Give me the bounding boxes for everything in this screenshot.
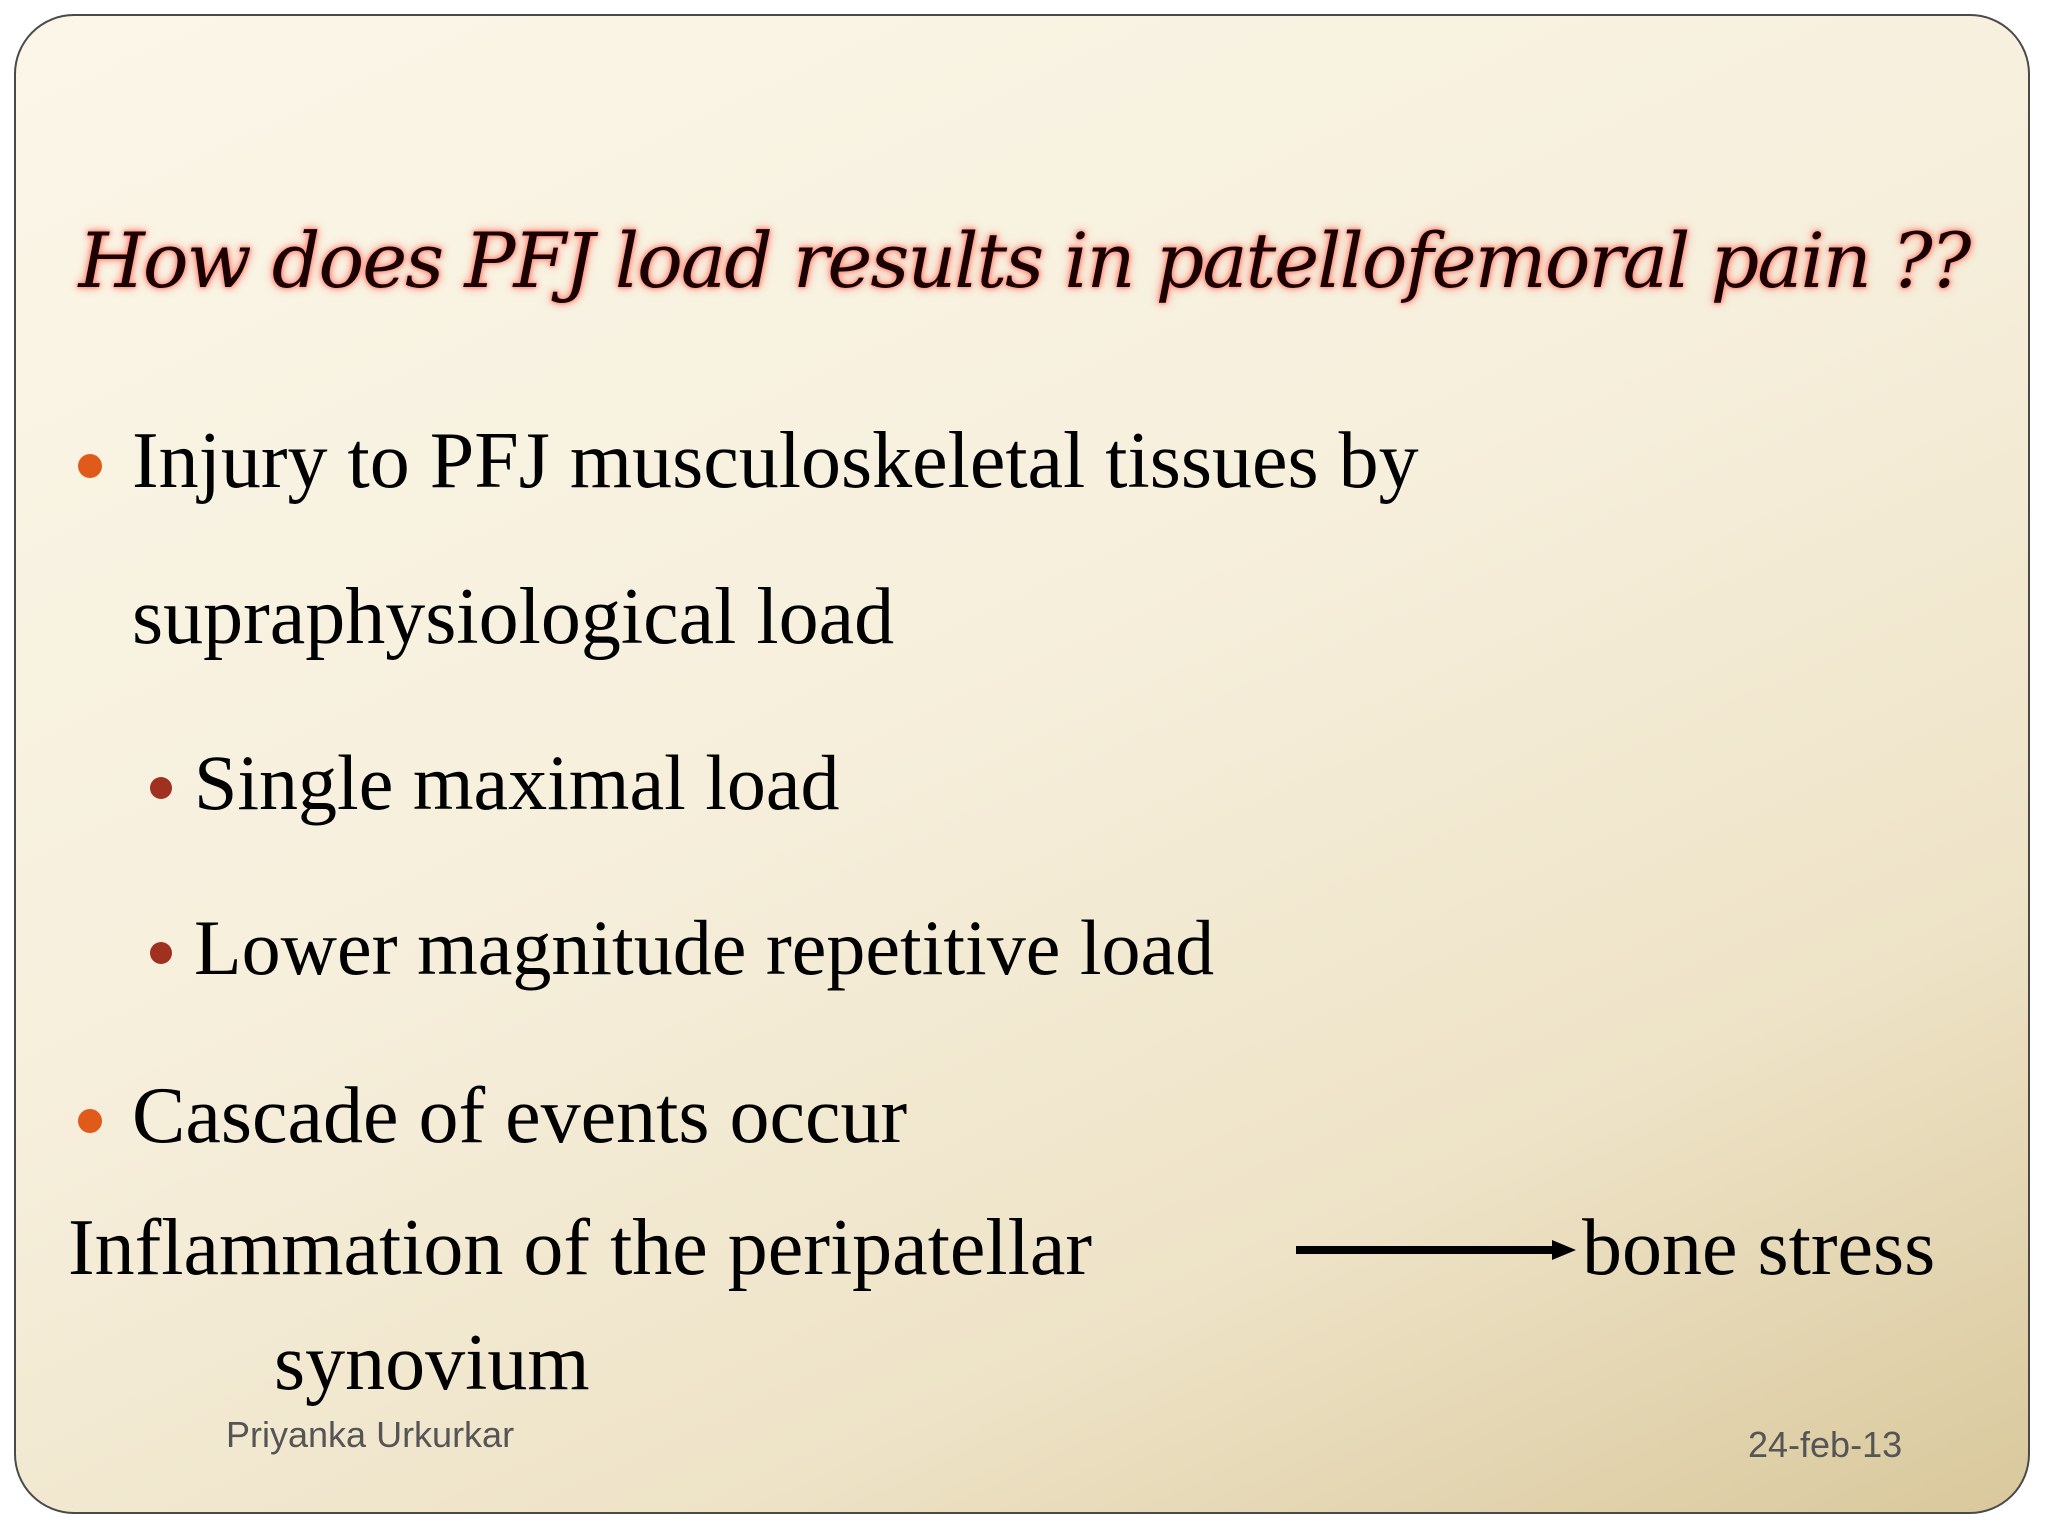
sub-bullet-dot (150, 942, 172, 964)
slide-title: How does PFJ load results in patellofemoral pain ?? (78, 216, 1970, 305)
cascade-left-line-1: Inflammation of the peripatellar (68, 1204, 1093, 1292)
cascade-left-line-2: synovium (274, 1319, 590, 1407)
bullet-1-line-2: supraphysiological load (132, 573, 895, 661)
sub-bullet-dot (150, 777, 172, 799)
bullet-1-line-1: Injury to PFJ musculoskeletal tissues by (132, 417, 1419, 505)
bullet-dot (78, 454, 102, 478)
cascade-right: bone stress (1582, 1204, 1936, 1292)
slide (14, 14, 2030, 1514)
footer-author: Priyanka Urkurkar (226, 1414, 515, 1455)
bullet-2-line-1: Cascade of events occur (132, 1072, 908, 1160)
bullet-dot (78, 1109, 102, 1133)
sub-bullet-2: Lower magnitude repetitive load (194, 904, 1215, 991)
right-arrow-icon (1296, 1238, 1576, 1262)
sub-bullet-1: Single maximal load (194, 739, 840, 826)
footer-date: 24-feb-13 (1748, 1424, 1903, 1465)
